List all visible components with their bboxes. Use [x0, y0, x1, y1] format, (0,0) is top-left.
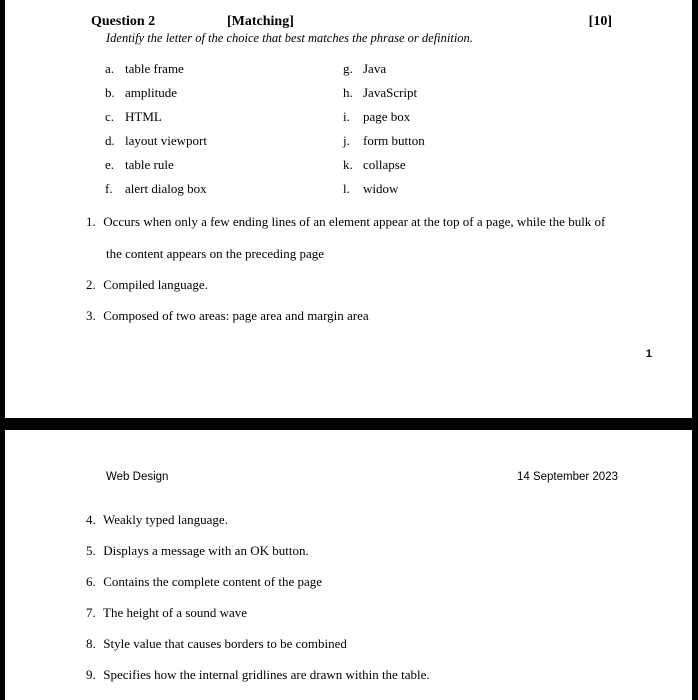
- item-number: 3.: [86, 308, 96, 323]
- choice-a: [105, 60, 184, 78]
- choice-letter: b.: [105, 85, 115, 100]
- choice-e: [105, 156, 174, 174]
- item-number: 5.: [86, 543, 96, 558]
- item-text: Displays a message with an OK button.: [103, 543, 309, 558]
- item-number: 1.: [86, 214, 96, 229]
- item-text: Occurs when only a few ending lines of an element appear at the top of a page, while the bulk of: [103, 214, 606, 229]
- item-text: Style value that causes borders to be combined: [103, 636, 347, 651]
- choice-text: JavaScript: [363, 85, 418, 100]
- choice-c: [105, 108, 162, 126]
- item-text: Contains the complete content of the page: [103, 574, 323, 589]
- question-item-9: [86, 666, 430, 684]
- question-item-6: [86, 573, 322, 591]
- item-text: Composed of two areas: page area and margin area: [103, 308, 369, 323]
- item-text: Weakly typed language.: [103, 512, 228, 527]
- item-number: 4.: [86, 512, 96, 527]
- question-item-3: [86, 307, 369, 325]
- item-number: 6.: [86, 574, 96, 589]
- question-item-1-continued: the content appears on the preceding page: [106, 246, 325, 261]
- choice-text: collapse: [363, 157, 406, 172]
- choice-text: table rule: [125, 157, 174, 172]
- question-marks: [10]: [588, 14, 612, 29]
- choice-text: form button: [363, 133, 425, 148]
- item-text: The height of a sound wave: [103, 605, 248, 620]
- choice-d: [105, 132, 207, 150]
- choice-letter: i.: [343, 109, 350, 124]
- choice-h: [343, 84, 417, 102]
- choice-letter: f.: [105, 181, 113, 196]
- choice-k: [343, 156, 406, 174]
- choice-letter: k.: [343, 157, 353, 172]
- choice-letter: g.: [343, 61, 353, 76]
- question-item-8: [86, 635, 347, 653]
- exam-date: 14 September 2023: [516, 471, 618, 483]
- question-item-4: [86, 511, 228, 529]
- choice-text: widow: [363, 181, 399, 196]
- choice-j: [343, 132, 425, 150]
- choice-text: page box: [363, 109, 411, 124]
- item-text: Compiled language.: [103, 277, 208, 292]
- choice-text: table frame: [125, 61, 184, 76]
- page-number: 1: [645, 348, 652, 360]
- choice-l: [343, 180, 398, 198]
- item-number: 7.: [86, 605, 96, 620]
- choice-i: [343, 108, 410, 126]
- course-name: Web Design: [106, 471, 169, 483]
- page-1: [5, 0, 692, 418]
- choice-letter: e.: [105, 157, 115, 172]
- choice-g: [343, 60, 386, 78]
- question-item-2: [86, 276, 208, 294]
- question-item-5: [86, 542, 309, 560]
- item-number: 9.: [86, 667, 96, 682]
- choice-letter: a.: [105, 61, 115, 76]
- item-text: Specifies how the internal gridlines are drawn within the table.: [103, 667, 430, 682]
- choice-text: layout viewport: [125, 133, 207, 148]
- choice-letter: d.: [105, 133, 115, 148]
- question-type: [Matching]: [227, 14, 294, 29]
- question-item-7: [86, 604, 247, 622]
- question-item-1: [86, 213, 605, 231]
- choice-letter: h.: [343, 85, 353, 100]
- question-instructions: Identify the letter of the choice that best matches the phrase or definition.: [106, 31, 473, 45]
- choice-text: HTML: [125, 109, 162, 124]
- choice-letter: c.: [105, 109, 115, 124]
- choice-letter: l.: [343, 181, 350, 196]
- choice-text: alert dialog box: [125, 181, 207, 196]
- choice-text: Java: [363, 61, 387, 76]
- item-number: 2.: [86, 277, 96, 292]
- choice-b: [105, 84, 177, 102]
- item-number: 8.: [86, 636, 96, 651]
- choice-text: amplitude: [125, 85, 177, 100]
- question-title: Question 2: [91, 14, 156, 29]
- choice-letter: j.: [343, 133, 350, 148]
- page-2: [5, 430, 692, 700]
- choice-f: [105, 180, 207, 198]
